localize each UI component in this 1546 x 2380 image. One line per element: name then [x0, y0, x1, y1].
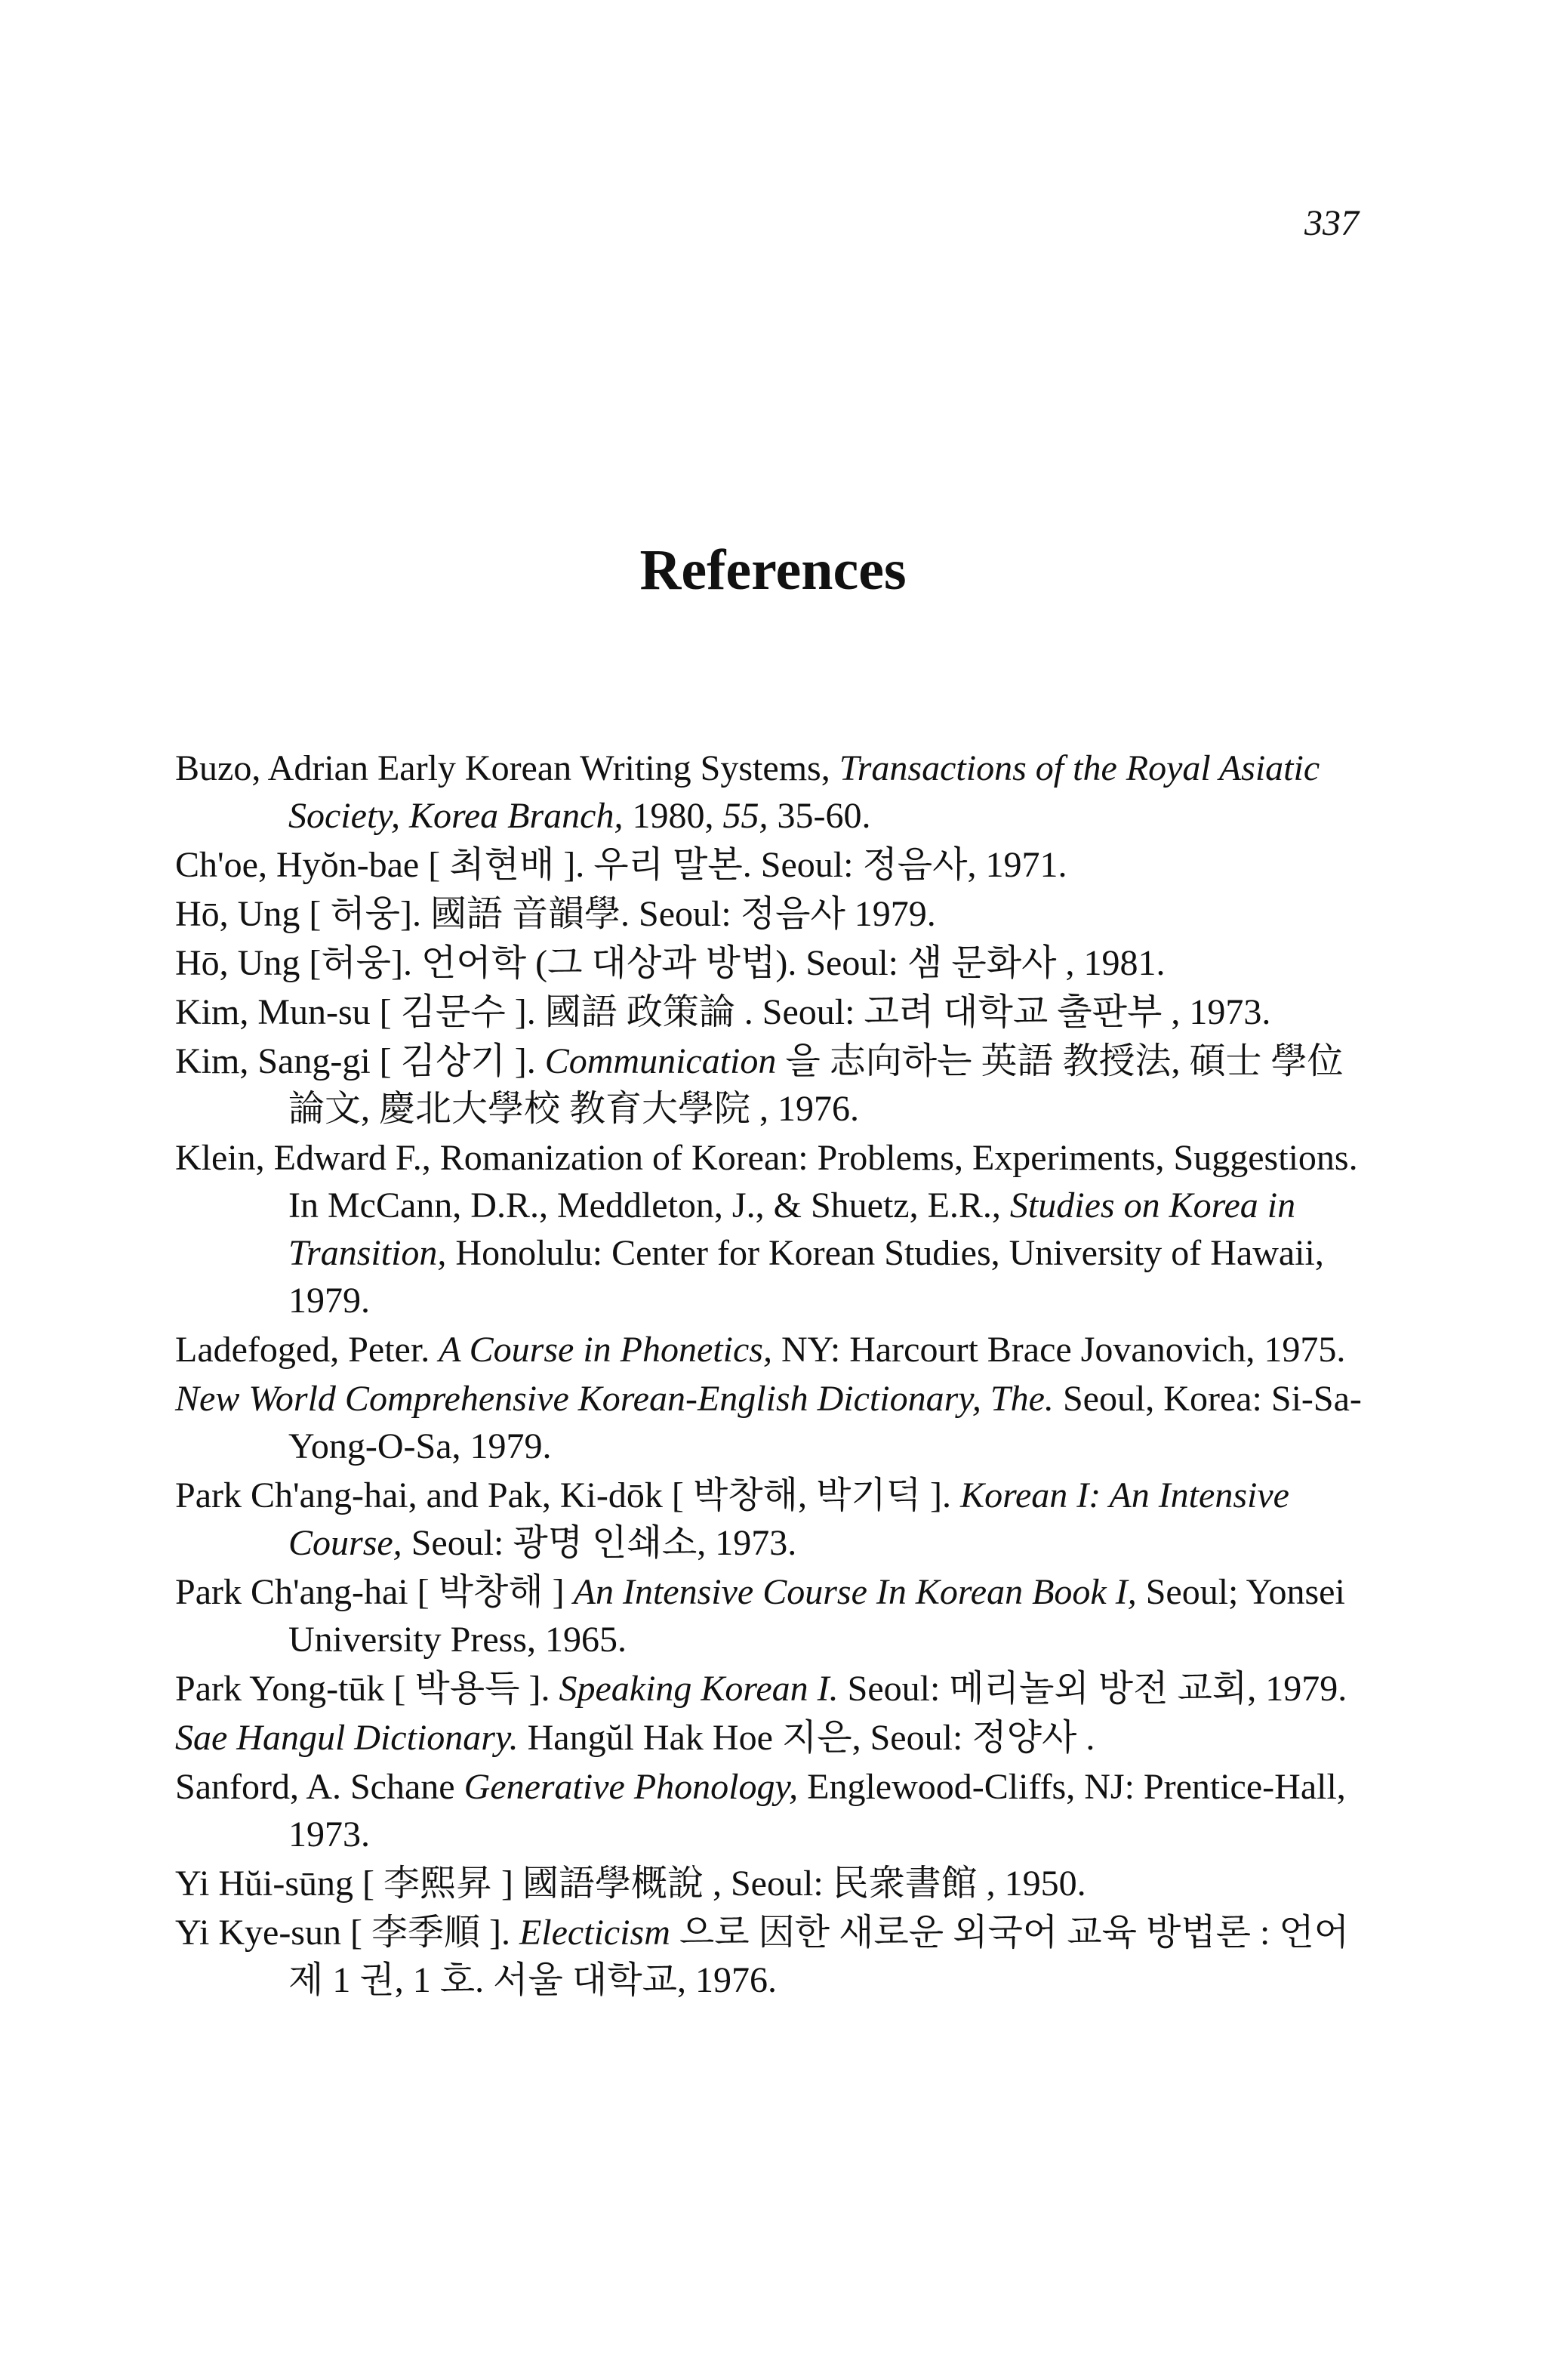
reference-text: Hō, Ung [허웅]. 언어학 (그 대상과 방법). Seoul: 샘 문화사 , 1981.	[175, 943, 1166, 983]
reference-title-text: Speaking Korean I.	[559, 1669, 839, 1709]
reference-text: Honolulu: Center for Korean Studies, University of Hawaii, 1979.	[288, 1233, 1324, 1321]
reference-text: NY: Harcourt Brace Jovanovich, 1975.	[771, 1330, 1346, 1370]
reference-entry	[175, 1037, 1362, 1133]
reference-entry	[175, 1909, 1362, 2004]
reference-text: Seoul; Yonsei University Press, 1965.	[288, 1572, 1345, 1660]
reference-text: Ladefoged, Peter.	[175, 1330, 439, 1370]
reference-title-text: Communication	[544, 1041, 777, 1081]
reference-text: Park Ch'ang-hai [ 박창해 ]	[175, 1572, 574, 1612]
reference-title-text: Transactions of the Royal Asiatic Society, Korea Branch,	[288, 748, 1320, 836]
reference-text: Yi Kye-sun [ 李季順 ].	[175, 1913, 519, 1953]
reference-entry	[175, 745, 1362, 840]
reference-entry	[175, 890, 1362, 938]
reference-text: Ch'oe, Hyŏn-bae [ 최현배 ]. 우리 말본. Seoul: 정음사, 1971.	[175, 845, 1067, 885]
reference-text: 으로 因한 새로운 외국어 교육 방법론 : 언어 제 1 권, 1 호. 서울 대학교, 1976.	[288, 1913, 1350, 2000]
reference-entry	[175, 1860, 1362, 1907]
reference-entry	[175, 1763, 1362, 1858]
reference-title-text: Electicism	[519, 1913, 670, 1953]
reference-text: Kim, Mun-su [ 김문수 ]. 國語 政策論 . Seoul: 고려 대학교 출판부 , 1973.	[175, 992, 1271, 1032]
reference-text: Seoul: 광명 인쇄소, 1973.	[402, 1523, 797, 1563]
reference-entry	[175, 1568, 1362, 1663]
reference-title-text: An Intensive Course In Korean Book I,	[573, 1572, 1137, 1612]
reference-text: Park Ch'ang-hai, and Pak, Ki-dōk [ 박창해, 박기덕 ].	[175, 1475, 961, 1515]
reference-entry	[175, 988, 1362, 1036]
reference-text: Seoul, Korea: Si-Sa-Yong-O-Sa, 1979.	[288, 1379, 1362, 1466]
reference-text: Buzo, Adrian Early Korean Writing Systems,	[175, 748, 839, 788]
reference-text: Hangŭl Hak Hoe 지은, Seoul: 정양사 .	[518, 1718, 1095, 1758]
reference-text: 을 志向하는 英語 教授法, 碩士 學位論文, 慶北大學校 教育大學院 , 1976.	[288, 1041, 1344, 1129]
reference-text: Seoul: 메리놀외 방전 교회, 1979.	[838, 1669, 1347, 1709]
reference-text: 1980,	[623, 796, 723, 836]
page-title: References	[639, 538, 907, 602]
reference-entry	[175, 1714, 1362, 1762]
reference-entry	[175, 1375, 1362, 1470]
reference-text: Klein, Edward F., Romanization of Korean: Problems, Experiments, Suggestions. In McCann, D.R., Meddleton, J., & Shuetz, E.R.,	[175, 1138, 1358, 1225]
reference-text: Englewood-Cliffs, NJ: Prentice-Hall, 1973.	[288, 1767, 1346, 1854]
reference-title-text: A Course in Phonetics,	[439, 1330, 772, 1370]
references-list	[175, 745, 1362, 2005]
reference-title-text: Generative Phonology,	[463, 1767, 799, 1807]
reference-entry	[175, 1134, 1362, 1324]
reference-text: Sanford, A. Schane	[175, 1767, 464, 1807]
reference-entry	[175, 841, 1362, 889]
reference-entry	[175, 1665, 1362, 1713]
reference-title-text: 55,	[722, 796, 768, 836]
reference-text: 35-60.	[768, 796, 871, 836]
reference-title-text: Sae Hangul Dictionary.	[175, 1718, 519, 1758]
reference-title-text: Studies on Korea in Transition,	[288, 1185, 1296, 1273]
reference-title-text: Korean I: An Intensive Course,	[288, 1475, 1289, 1563]
reference-entry	[175, 1326, 1362, 1373]
reference-text: Kim, Sang-gi [ 김상기 ].	[175, 1041, 545, 1081]
page-number: 337	[1304, 203, 1359, 243]
reference-entry	[175, 1472, 1362, 1567]
reference-text: Yi Hŭi-sūng [ 李熙昇 ] 國語學概說 , Seoul: 民衆書館 , 1950.	[175, 1864, 1086, 1904]
reference-title-text: New World Comprehensive Korean-English Dictionary, The.	[175, 1379, 1054, 1419]
reference-text: Park Yong-tūk [ 박용득 ].	[175, 1669, 559, 1709]
reference-text: Hō, Ung [ 허웅]. 國語 音韻學. Seoul: 정음사 1979.	[175, 894, 936, 934]
reference-entry	[175, 939, 1362, 987]
